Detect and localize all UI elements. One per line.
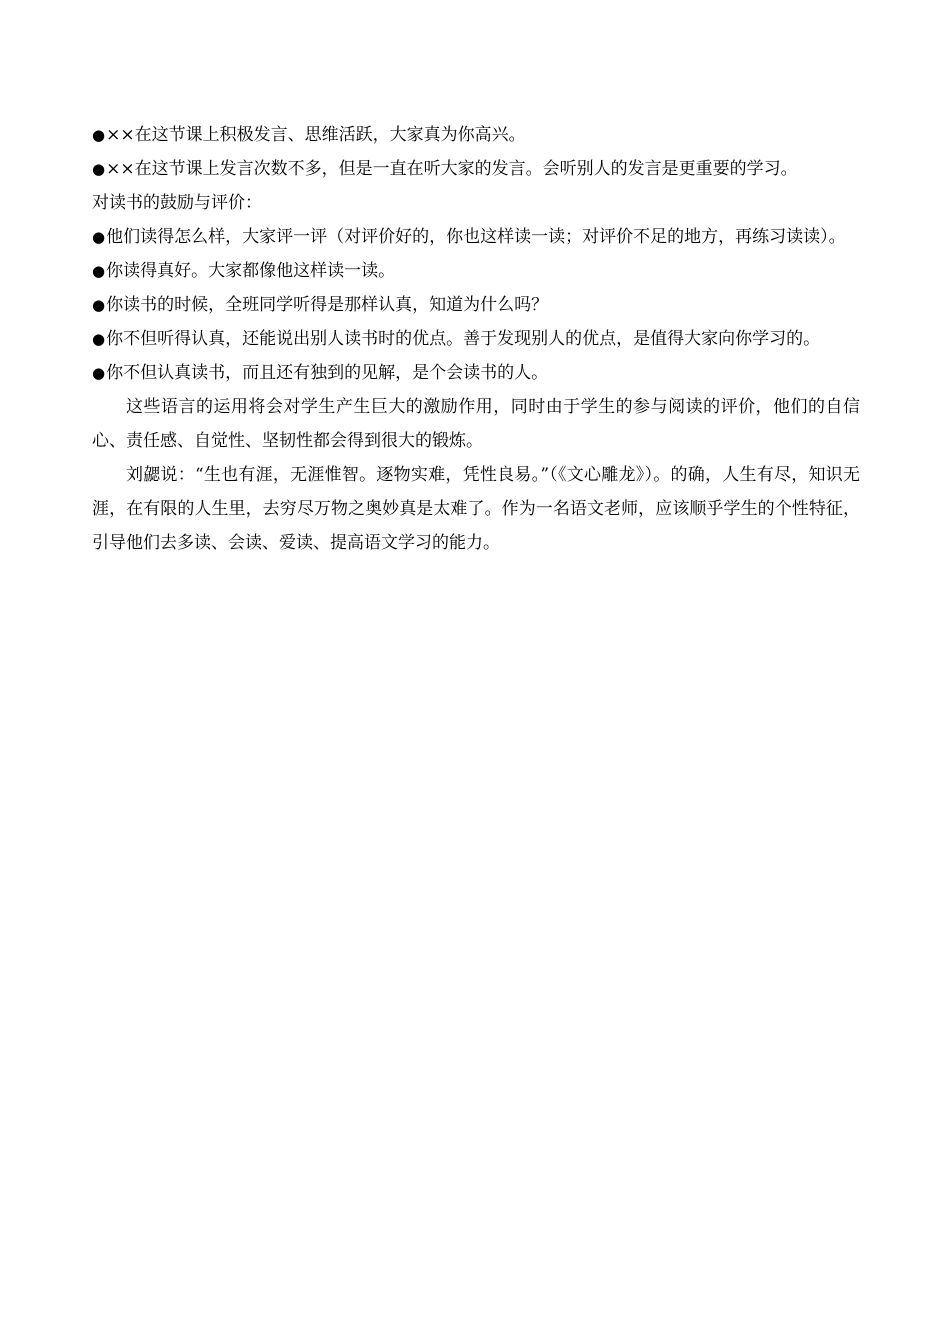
list-item xyxy=(92,118,860,152)
list-item-text: 你不但听得认真，还能说出别人读书时的优点。善于发现别人的优点，是值得大家向你学习的。 xyxy=(106,329,821,349)
list-item xyxy=(92,322,860,356)
bullet-icon: ● xyxy=(92,160,106,178)
list-item xyxy=(92,254,860,288)
document-body xyxy=(92,118,860,560)
list-item-text: 你读书的时候，全班同学听得是那样认真，知道为什么吗？ xyxy=(106,295,549,315)
list-item xyxy=(92,152,860,186)
list-item-text: 他们读得怎么样，大家评一评（对评价好的，你也这样读一读；对评价不足的地方，再练习读读）。 xyxy=(106,227,846,247)
list-item xyxy=(92,356,860,390)
section-heading: 对读书的鼓励与评价： xyxy=(92,193,262,213)
bullet-icon: ● xyxy=(92,296,106,314)
bullet-icon: ● xyxy=(92,364,106,382)
list-item xyxy=(92,288,860,322)
bullet-icon: ● xyxy=(92,126,106,144)
list-item-text: ××在这节课上积极发言、思维活跃，大家真为你高兴。 xyxy=(106,125,526,145)
bullet-icon: ● xyxy=(92,330,106,348)
list-item-text: 你读得真好。大家都像他这样读一读。 xyxy=(106,261,396,281)
list-item-text: ××在这节课上发言次数不多，但是一直在听大家的发言。会听别人的发言是更重要的学习。 xyxy=(106,159,798,179)
body-paragraph: 刘勰说：“生也有涯，无涯惟智。逐物实难，凭性良易。”（《文心雕龙》）。的确，人生有尽，知识无涯，在有限的人生里，去穷尽万物之奥妙真是太难了。作为一名语文老师，应该顺乎学生的个性特征，引导他们去多读、会读、爱读、提高语文学习的能力。 xyxy=(92,465,860,553)
bullet-icon: ● xyxy=(92,228,106,246)
body-paragraph: 这些语言的运用将会对学生产生巨大的激励作用，同时由于学生的参与阅读的评价，他们的自信心、责任感、自觉性、坚韧性都会得到很大的锻炼。 xyxy=(92,397,860,451)
list-item xyxy=(92,220,860,254)
list-item-text: 你不但认真读书，而且还有独到的见解，是个会读书的人。 xyxy=(106,363,549,383)
bullet-icon: ● xyxy=(92,262,106,280)
